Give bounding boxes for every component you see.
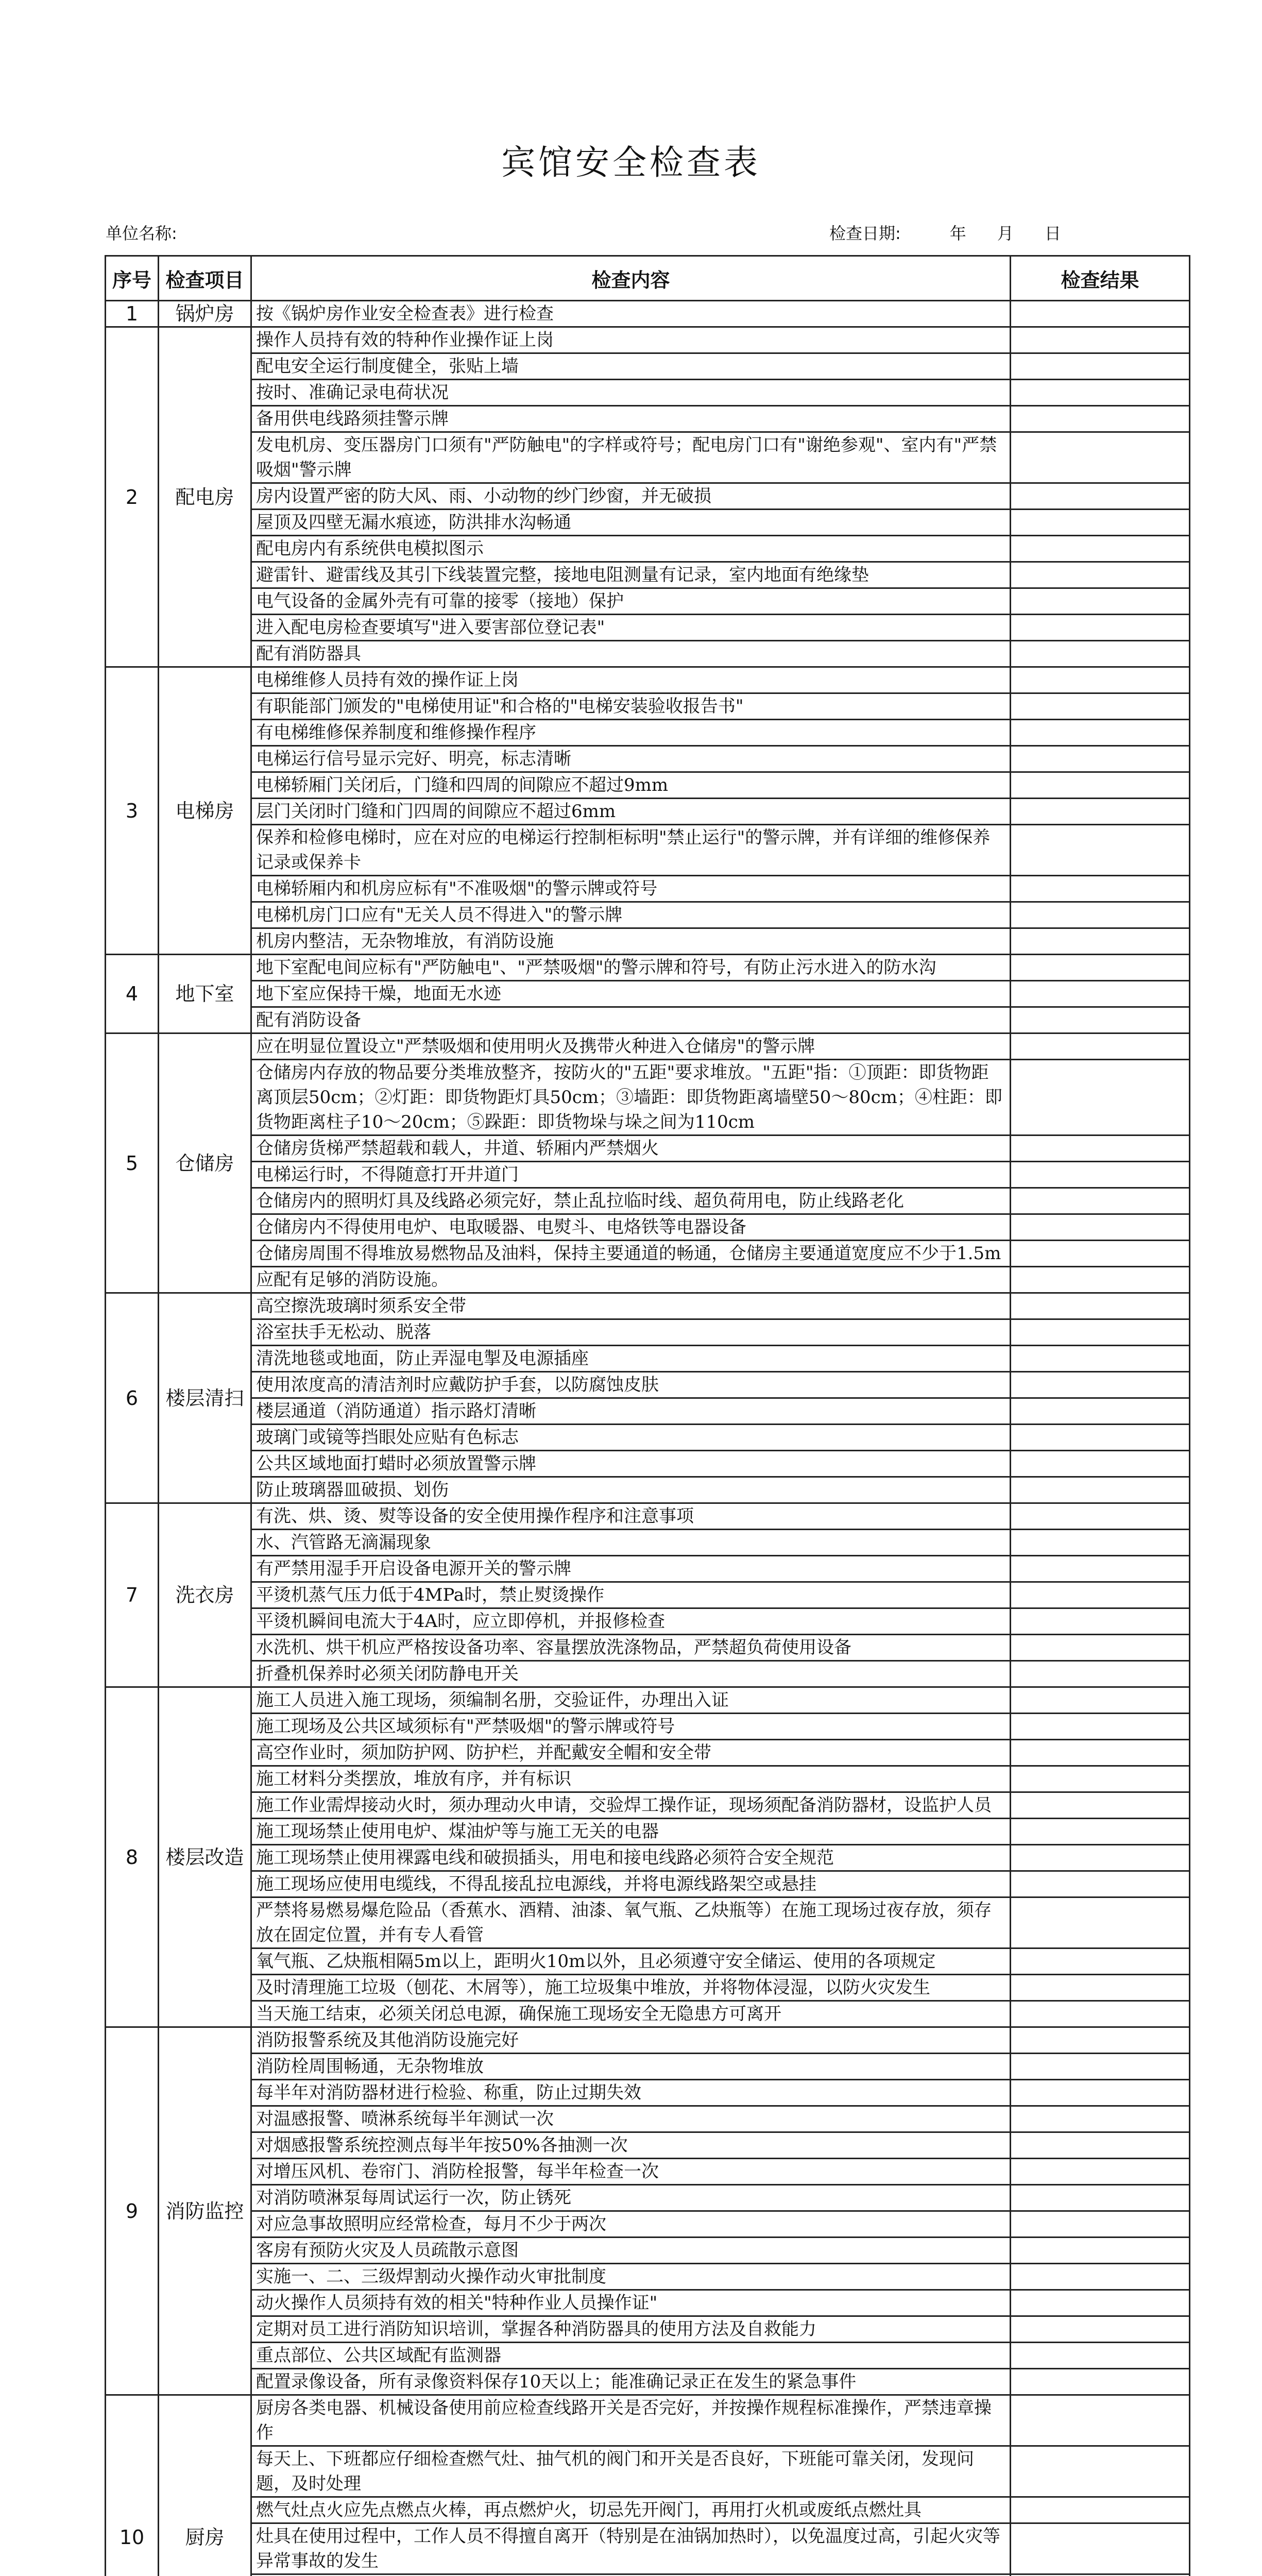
check-result-cell[interactable] xyxy=(1011,667,1190,693)
table-row xyxy=(106,1425,1190,1451)
section-seq: 6 xyxy=(106,1293,159,1503)
table-row xyxy=(106,1948,1190,1975)
check-content-cell: 对烟感报警系统控测点每半年按50%各抽测一次 xyxy=(251,2132,1011,2159)
section-seq: 1 xyxy=(106,301,159,327)
table-row xyxy=(106,1740,1190,1766)
table-row xyxy=(106,2369,1190,2395)
section-item: 配电房 xyxy=(159,327,251,667)
check-result-cell[interactable] xyxy=(1011,902,1190,928)
table-row xyxy=(106,928,1190,955)
check-result-cell[interactable] xyxy=(1011,746,1190,772)
check-content-cell: 配有消防设备 xyxy=(251,1007,1011,1033)
check-result-cell[interactable] xyxy=(1011,1372,1190,1398)
check-result-cell[interactable] xyxy=(1011,799,1190,825)
check-content-cell: 施工现场应使用电缆线，不得乱接乱拉电源线，并将电源线路架空或悬挂 xyxy=(251,1871,1011,1897)
check-content-cell: 浴室扶手无松动、脱落 xyxy=(251,1319,1011,1346)
check-content-cell: 地下室应保持干燥，地面无水迹 xyxy=(251,981,1011,1007)
table-row xyxy=(106,1766,1190,1792)
check-result-cell[interactable] xyxy=(1011,1503,1190,1530)
table-row xyxy=(106,720,1190,746)
check-result-cell[interactable] xyxy=(1011,483,1190,510)
check-result-cell[interactable] xyxy=(1011,1188,1190,1214)
table-row xyxy=(106,380,1190,406)
check-content-cell: 消防栓周围畅通，无杂物堆放 xyxy=(251,2054,1011,2080)
check-content-cell: 每半年对消防器材进行检验、称重，防止过期失效 xyxy=(251,2080,1011,2106)
table-row xyxy=(106,1060,1190,1136)
table-row xyxy=(106,641,1190,667)
check-content-cell: 高空擦洗玻璃时须系安全带 xyxy=(251,1293,1011,1319)
check-content-cell: 应在明显位置设立"严禁吸烟和使用明火及携带火种进入仓储房"的警示牌 xyxy=(251,1033,1011,1060)
section-seq: 7 xyxy=(106,1503,159,1687)
table-row xyxy=(106,1033,1190,1060)
section-item: 电梯房 xyxy=(159,667,251,955)
check-content-cell: 施工现场及公共区域须标有"严禁吸烟"的警示牌或符号 xyxy=(251,1714,1011,1740)
table-row xyxy=(106,1346,1190,1372)
check-content-cell: 灶具在使用过程中，工作人员不得擅自离开（特别是在油锅加热时），以免温度过高，引起火灾等异常事故的发生 xyxy=(251,2523,1011,2574)
table-row xyxy=(106,536,1190,562)
unit-name-label: 单位名称: xyxy=(106,224,177,243)
check-content-cell: 仓储房内不得使用电炉、电取暖器、电熨斗、电烙铁等电器设备 xyxy=(251,1214,1011,1241)
check-content-cell: 当天施工结束，必须关闭总电源，确保施工现场安全无隐患方可离开 xyxy=(251,2001,1011,2027)
check-result-cell[interactable] xyxy=(1011,1556,1190,1582)
check-content-cell: 氧气瓶、乙炔瓶相隔5m以上，距明火10m以外，且必须遵守安全储运、使用的各项规定 xyxy=(251,1948,1011,1975)
check-content-cell: 厨房各类电器、机械设备使用前应检查线路开关是否完好，并按操作规程标准操作，严禁违章操作 xyxy=(251,2395,1011,2446)
table-row xyxy=(106,981,1190,1007)
section-seq: 9 xyxy=(106,2027,159,2395)
table-row xyxy=(106,1477,1190,1503)
date-day: 日 xyxy=(1044,224,1061,243)
section-seq: 2 xyxy=(106,327,159,667)
check-result-cell[interactable] xyxy=(1011,1714,1190,1740)
check-content-cell: 消防报警系统及其他消防设施完好 xyxy=(251,2027,1011,2054)
table-row xyxy=(106,902,1190,928)
table-row xyxy=(106,1714,1190,1740)
table-row xyxy=(106,2574,1190,2576)
table-row xyxy=(106,301,1190,327)
check-content-cell: 折叠机保养时必须关闭防静电开关 xyxy=(251,1661,1011,1687)
table-row xyxy=(106,1687,1190,1714)
check-result-cell[interactable] xyxy=(1011,1346,1190,1372)
date-label: 检查日期: xyxy=(829,224,901,243)
check-result-cell[interactable] xyxy=(1011,1582,1190,1608)
table-row xyxy=(106,406,1190,432)
check-result-cell[interactable] xyxy=(1011,432,1190,483)
table-row xyxy=(106,1188,1190,1214)
check-result-cell[interactable] xyxy=(1011,1871,1190,1897)
check-content-cell: 按《锅炉房作业安全检查表》进行检查 xyxy=(251,301,1011,327)
table-row xyxy=(106,2523,1190,2574)
table-row xyxy=(106,1267,1190,1293)
table-row xyxy=(106,825,1190,876)
check-result-cell[interactable] xyxy=(1011,2027,1190,2054)
check-result-cell[interactable] xyxy=(1011,2106,1190,2132)
table-row xyxy=(106,1975,1190,2001)
check-content-cell: 操作人员持有效的特种作业操作证上岗 xyxy=(251,327,1011,353)
table-row xyxy=(106,1635,1190,1661)
check-content-cell: 施工现场禁止使用裸露电线和破损插头，用电和接电线路必须符合安全规范 xyxy=(251,1845,1011,1871)
check-result-cell[interactable] xyxy=(1011,2446,1190,2497)
section-item: 地下室 xyxy=(159,955,251,1033)
check-content-cell: 每天上、下班都应仔细检查燃气灶、抽气机的阀门和开关是否良好，下班能可靠关闭，发现问题，及时处理 xyxy=(251,2446,1011,2497)
check-result-cell[interactable] xyxy=(1011,2343,1190,2369)
check-result-cell[interactable] xyxy=(1011,1975,1190,2001)
table-row xyxy=(106,353,1190,380)
check-content-cell: 备用供电线路须挂警示牌 xyxy=(251,406,1011,432)
table-row xyxy=(106,1792,1190,1819)
check-result-cell[interactable] xyxy=(1011,353,1190,380)
header-row xyxy=(106,256,1190,301)
table-row xyxy=(106,2395,1190,2446)
check-content-cell: 仓储房内存放的物品要分类堆放整齐，按防火的"五距"要求堆放。"五距"指：①顶距：即货物距离顶层50cm；②灯距：即货物距灯具50cm；③墙距：即货物距离墙壁50～80cm；④柱距：即货物距离柱子10～20cm；⑤跺距：即货物垛与垛之间为110cm xyxy=(251,1060,1011,1136)
check-content-cell: 定期对员工进行消防知识培训，掌握各种消防器具的使用方法及自救能力 xyxy=(251,2316,1011,2343)
check-content-cell: 发电机房、变压器房门口须有"严防触电"的字样或符号；配电房门口有"谢绝参观"、室内有"严禁吸烟"警示牌 xyxy=(251,432,1011,483)
check-content-cell: 进入配电房检查要填写"进入要害部位登记表" xyxy=(251,615,1011,641)
check-result-cell[interactable] xyxy=(1011,825,1190,876)
check-result-cell[interactable] xyxy=(1011,1214,1190,1241)
check-content-cell xyxy=(251,2574,1011,2576)
check-content-cell: 仓储房货梯严禁超载和载人，井道、轿厢内严禁烟火 xyxy=(251,1136,1011,1162)
check-content-cell: 电梯维修人员持有效的操作证上岗 xyxy=(251,667,1011,693)
check-result-cell[interactable] xyxy=(1011,1425,1190,1451)
check-result-cell[interactable] xyxy=(1011,1033,1190,1060)
check-content-cell: 实施一、二、三级焊割动火操作动火审批制度 xyxy=(251,2264,1011,2290)
check-content-cell: 及时清理施工垃圾（刨花、木屑等），施工垃圾集中堆放，并将物体浸湿，以防火灾发生 xyxy=(251,1975,1011,2001)
check-content-cell: 施工现场禁止使用电炉、煤油炉等与施工无关的电器 xyxy=(251,1819,1011,1845)
check-result-cell[interactable] xyxy=(1011,588,1190,615)
check-result-cell[interactable] xyxy=(1011,2132,1190,2159)
table-row xyxy=(106,2211,1190,2238)
table-row xyxy=(106,772,1190,799)
table-row xyxy=(106,2106,1190,2132)
table-row xyxy=(106,1319,1190,1346)
table-row xyxy=(106,2027,1190,2054)
section-item: 楼层改造 xyxy=(159,1687,251,2027)
check-content-cell: 仓储房周围不得堆放易燃物品及油料，保持主要通道的畅通，仓储房主要通道宽度应不少于1.5m xyxy=(251,1241,1011,1267)
header-result: 检查结果 xyxy=(1011,256,1190,301)
table-row xyxy=(106,1398,1190,1425)
check-result-cell[interactable] xyxy=(1011,1267,1190,1293)
check-content-cell: 客房有预防火灾及人员疏散示意图 xyxy=(251,2238,1011,2264)
page-title: 宾馆安全检查表 xyxy=(501,143,761,182)
check-content-cell: 对增压风机、卷帘门、消防栓报警，每半年检查一次 xyxy=(251,2159,1011,2185)
check-result-cell[interactable] xyxy=(1011,2316,1190,2343)
section-seq: 5 xyxy=(106,1033,159,1293)
check-result-cell[interactable] xyxy=(1011,510,1190,536)
check-result-cell[interactable] xyxy=(1011,1635,1190,1661)
table-row xyxy=(106,1661,1190,1687)
check-result-cell[interactable] xyxy=(1011,1687,1190,1714)
check-result-cell[interactable] xyxy=(1011,1451,1190,1477)
check-result-cell[interactable] xyxy=(1011,1241,1190,1267)
check-result-cell[interactable] xyxy=(1011,1740,1190,1766)
check-result-cell[interactable] xyxy=(1011,2369,1190,2395)
table-row xyxy=(106,1214,1190,1241)
check-content-cell: 机房内整洁，无杂物堆放，有消防设施 xyxy=(251,928,1011,955)
table-row xyxy=(106,2497,1190,2523)
check-content-cell: 对温感报警、喷淋系统每半年测试一次 xyxy=(251,2106,1011,2132)
check-result-cell[interactable] xyxy=(1011,2264,1190,2290)
section-seq: 3 xyxy=(106,667,159,955)
date-month: 月 xyxy=(997,224,1014,243)
table-row xyxy=(106,1136,1190,1162)
table-row xyxy=(106,667,1190,693)
check-content-cell: 屋顶及四壁无漏水痕迹，防洪排水沟畅通 xyxy=(251,510,1011,536)
check-content-cell: 层门关闭时门缝和门四周的间隙应不超过6mm xyxy=(251,799,1011,825)
check-content-cell: 仓储房内的照明灯具及线路必须完好，禁止乱拉临时线、超负荷用电，防止线路老化 xyxy=(251,1188,1011,1214)
table-row xyxy=(106,562,1190,588)
check-result-cell[interactable] xyxy=(1011,955,1190,981)
table-row xyxy=(106,1451,1190,1477)
table-row xyxy=(106,1241,1190,1267)
check-result-cell[interactable] xyxy=(1011,641,1190,667)
table-row xyxy=(106,2316,1190,2343)
inspection-date xyxy=(829,221,1061,244)
check-result-cell[interactable] xyxy=(1011,2574,1190,2576)
table-row xyxy=(106,1897,1190,1948)
table-row xyxy=(106,876,1190,902)
check-content-cell: 重点部位、公共区域配有监测器 xyxy=(251,2343,1011,2369)
check-content-cell: 配置录像设备，所有录像资料保存10天以上；能准确记录正在发生的紧急事件 xyxy=(251,2369,1011,2395)
check-result-cell[interactable] xyxy=(1011,1948,1190,1975)
check-content-cell: 配有消防器具 xyxy=(251,641,1011,667)
check-content-cell: 平烫机瞬间电流大于4A时，应立即停机，并报修检查 xyxy=(251,1608,1011,1635)
check-result-cell[interactable] xyxy=(1011,1007,1190,1033)
table-row xyxy=(106,746,1190,772)
table-row xyxy=(106,432,1190,483)
check-content-cell: 电梯运行时，不得随意打开井道门 xyxy=(251,1162,1011,1188)
table-row xyxy=(106,588,1190,615)
check-content-cell: 避雷针、避雷线及其引下线装置完整，接地电阻测量有记录，室内地面有绝缘垫 xyxy=(251,562,1011,588)
check-content-cell: 对消防喷淋泵每周试运行一次，防止锈死 xyxy=(251,2185,1011,2211)
table-row xyxy=(106,483,1190,510)
check-result-cell[interactable] xyxy=(1011,2290,1190,2316)
check-content-cell: 玻璃门或镜等挡眼处应贴有色标志 xyxy=(251,1425,1011,1451)
table-row xyxy=(106,2159,1190,2185)
check-result-cell[interactable] xyxy=(1011,380,1190,406)
table-row xyxy=(106,2001,1190,2027)
table-row xyxy=(106,2343,1190,2369)
check-result-cell[interactable] xyxy=(1011,1136,1190,1162)
check-result-cell[interactable] xyxy=(1011,301,1190,327)
check-result-cell[interactable] xyxy=(1011,1766,1190,1792)
table-row xyxy=(106,1162,1190,1188)
section-seq: 8 xyxy=(106,1687,159,2027)
check-content-cell: 使用浓度高的清洁剂时应戴防护手套，以防腐蚀皮肤 xyxy=(251,1372,1011,1398)
check-content-cell: 房内设置严密的防大风、雨、小动物的纱门纱窗，并无破损 xyxy=(251,483,1011,510)
check-content-cell: 公共区域地面打蜡时必须放置警示牌 xyxy=(251,1451,1011,1477)
check-result-cell[interactable] xyxy=(1011,2211,1190,2238)
section-item: 消防监控 xyxy=(159,2027,251,2395)
check-result-cell[interactable] xyxy=(1011,693,1190,720)
check-result-cell[interactable] xyxy=(1011,2238,1190,2264)
table-row xyxy=(106,2290,1190,2316)
check-result-cell[interactable] xyxy=(1011,2185,1190,2211)
check-result-cell[interactable] xyxy=(1011,1530,1190,1556)
check-result-cell[interactable] xyxy=(1011,2395,1190,2446)
check-result-cell[interactable] xyxy=(1011,1162,1190,1188)
check-result-cell[interactable] xyxy=(1011,1319,1190,1346)
check-result-cell[interactable] xyxy=(1011,1293,1190,1319)
section-seq: 4 xyxy=(106,955,159,1033)
header-content: 检查内容 xyxy=(251,256,1011,301)
table-row xyxy=(106,2054,1190,2080)
check-result-cell[interactable] xyxy=(1011,1845,1190,1871)
check-content-cell: 水、汽管路无滴漏现象 xyxy=(251,1530,1011,1556)
check-result-cell[interactable] xyxy=(1011,876,1190,902)
table-row xyxy=(106,1582,1190,1608)
header-seq: 序号 xyxy=(106,256,159,301)
check-content-cell: 按时、准确记录电荷状况 xyxy=(251,380,1011,406)
table-row xyxy=(106,1503,1190,1530)
table-row xyxy=(106,2238,1190,2264)
check-content-cell: 防止玻璃器皿破损、划伤 xyxy=(251,1477,1011,1503)
check-content-cell: 电梯机房门口应有"无关人员不得进入"的警示牌 xyxy=(251,902,1011,928)
table-row xyxy=(106,1530,1190,1556)
check-content-cell: 配电安全运行制度健全，张贴上墙 xyxy=(251,353,1011,380)
table-row xyxy=(106,1007,1190,1033)
check-result-cell[interactable] xyxy=(1011,536,1190,562)
table-row xyxy=(106,1845,1190,1871)
check-content-cell: 对应急事故照明应经常检查，每月不少于两次 xyxy=(251,2211,1011,2238)
check-content-cell: 配电房内有系统供电模拟图示 xyxy=(251,536,1011,562)
check-content-cell: 动火操作人员须持有效的相关"特种作业人员操作证" xyxy=(251,2290,1011,2316)
check-content-cell: 有洗、烘、烫、熨等设备的安全使用操作程序和注意事项 xyxy=(251,1503,1011,1530)
table-row xyxy=(106,2132,1190,2159)
table-row xyxy=(106,615,1190,641)
section-item: 楼层清扫 xyxy=(159,1293,251,1503)
date-year: 年 xyxy=(949,224,966,243)
check-result-cell[interactable] xyxy=(1011,981,1190,1007)
table-row xyxy=(106,2080,1190,2106)
section-item: 洗衣房 xyxy=(159,1503,251,1687)
check-content-cell: 地下室配电间应标有"严防触电"、"严禁吸烟"的警示牌和符号，有防止污水进入的防水沟 xyxy=(251,955,1011,981)
check-result-cell[interactable] xyxy=(1011,2001,1190,2027)
check-result-cell[interactable] xyxy=(1011,1477,1190,1503)
table-row xyxy=(106,1608,1190,1635)
check-result-cell[interactable] xyxy=(1011,720,1190,746)
check-result-cell[interactable] xyxy=(1011,1897,1190,1948)
section-item: 锅炉房 xyxy=(159,301,251,327)
table-row xyxy=(106,955,1190,981)
header-item: 检查项目 xyxy=(159,256,251,301)
check-result-cell[interactable] xyxy=(1011,2523,1190,2574)
check-content-cell: 水洗机、烘干机应严格按设备功率、容量摆放洗涤物品，严禁超负荷使用设备 xyxy=(251,1635,1011,1661)
check-content-cell: 有严禁用湿手开启设备电源开关的警示牌 xyxy=(251,1556,1011,1582)
section-seq: 10 xyxy=(106,2395,159,2576)
check-content-cell: 有职能部门颁发的"电梯使用证"和合格的"电梯安装验收报告书" xyxy=(251,693,1011,720)
check-content-cell: 楼层通道（消防通道）指示路灯清晰 xyxy=(251,1398,1011,1425)
check-content-cell: 电梯运行信号显示完好、明亮，标志清晰 xyxy=(251,746,1011,772)
check-content-cell: 施工作业需焊接动火时，须办理动火申请，交验焊工操作证，现场须配备消防器材，设监护人员 xyxy=(251,1792,1011,1819)
table-row xyxy=(106,327,1190,353)
check-content-cell: 电梯轿厢门关闭后，门缝和四周的间隙应不超过9mm xyxy=(251,772,1011,799)
check-result-cell[interactable] xyxy=(1011,1792,1190,1819)
check-result-cell[interactable] xyxy=(1011,2159,1190,2185)
table-row xyxy=(106,2264,1190,2290)
check-result-cell[interactable] xyxy=(1011,928,1190,955)
check-content-cell: 有电梯维修保养制度和维修操作程序 xyxy=(251,720,1011,746)
check-content-cell: 施工人员进入施工现场，须编制名册，交验证件，办理出入证 xyxy=(251,1687,1011,1714)
check-result-cell[interactable] xyxy=(1011,615,1190,641)
check-content-cell: 高空作业时，须加防护网、防护栏，并配戴安全帽和安全带 xyxy=(251,1740,1011,1766)
table-row xyxy=(106,1293,1190,1319)
table-row xyxy=(106,799,1190,825)
check-content-cell: 施工材料分类摆放，堆放有序，并有标识 xyxy=(251,1766,1011,1792)
table-row xyxy=(106,2446,1190,2497)
table-row xyxy=(106,2185,1190,2211)
check-content-cell: 清洗地毯或地面，防止弄湿电掣及电源插座 xyxy=(251,1346,1011,1372)
check-result-cell[interactable] xyxy=(1011,1819,1190,1845)
section-item: 仓储房 xyxy=(159,1033,251,1293)
check-content-cell: 电梯轿厢内和机房应标有"不准吸烟"的警示牌或符号 xyxy=(251,876,1011,902)
check-result-cell[interactable] xyxy=(1011,562,1190,588)
section-item: 厨房 xyxy=(159,2395,251,2576)
check-result-cell[interactable] xyxy=(1011,1661,1190,1687)
check-content-cell: 平烫机蒸气压力低于4MPa时，禁止熨烫操作 xyxy=(251,1582,1011,1608)
check-content-cell: 严禁将易燃易爆危险品（香蕉水、酒精、油漆、氧气瓶、乙炔瓶等）在施工现场过夜存放，须存放在固定位置，并有专人看管 xyxy=(251,1897,1011,1948)
table-row xyxy=(106,1372,1190,1398)
table-row xyxy=(106,1819,1190,1845)
check-result-cell[interactable] xyxy=(1011,772,1190,799)
table-row xyxy=(106,693,1190,720)
check-result-cell[interactable] xyxy=(1011,2080,1190,2106)
check-result-cell[interactable] xyxy=(1011,327,1190,353)
check-result-cell[interactable] xyxy=(1011,2497,1190,2523)
table-row xyxy=(106,1871,1190,1897)
checklist-table xyxy=(105,255,1190,2576)
table-body xyxy=(106,301,1190,2576)
check-result-cell[interactable] xyxy=(1011,1060,1190,1136)
check-result-cell[interactable] xyxy=(1011,406,1190,432)
table-row xyxy=(106,1556,1190,1582)
check-content-cell: 燃气灶点火应先点燃点火棒，再点燃炉火，切忌先开阀门，再用打火机或废纸点燃灶具 xyxy=(251,2497,1011,2523)
table-row xyxy=(106,510,1190,536)
check-result-cell[interactable] xyxy=(1011,1398,1190,1425)
check-result-cell[interactable] xyxy=(1011,2054,1190,2080)
check-content-cell: 电气设备的金属外壳有可靠的接零（接地）保护 xyxy=(251,588,1011,615)
check-content-cell: 保养和检修电梯时，应在对应的电梯运行控制柜标明"禁止运行"的警示牌，并有详细的维修保养记录或保养卡 xyxy=(251,825,1011,876)
check-result-cell[interactable] xyxy=(1011,1608,1190,1635)
check-content-cell: 应配有足够的消防设施。 xyxy=(251,1267,1011,1293)
